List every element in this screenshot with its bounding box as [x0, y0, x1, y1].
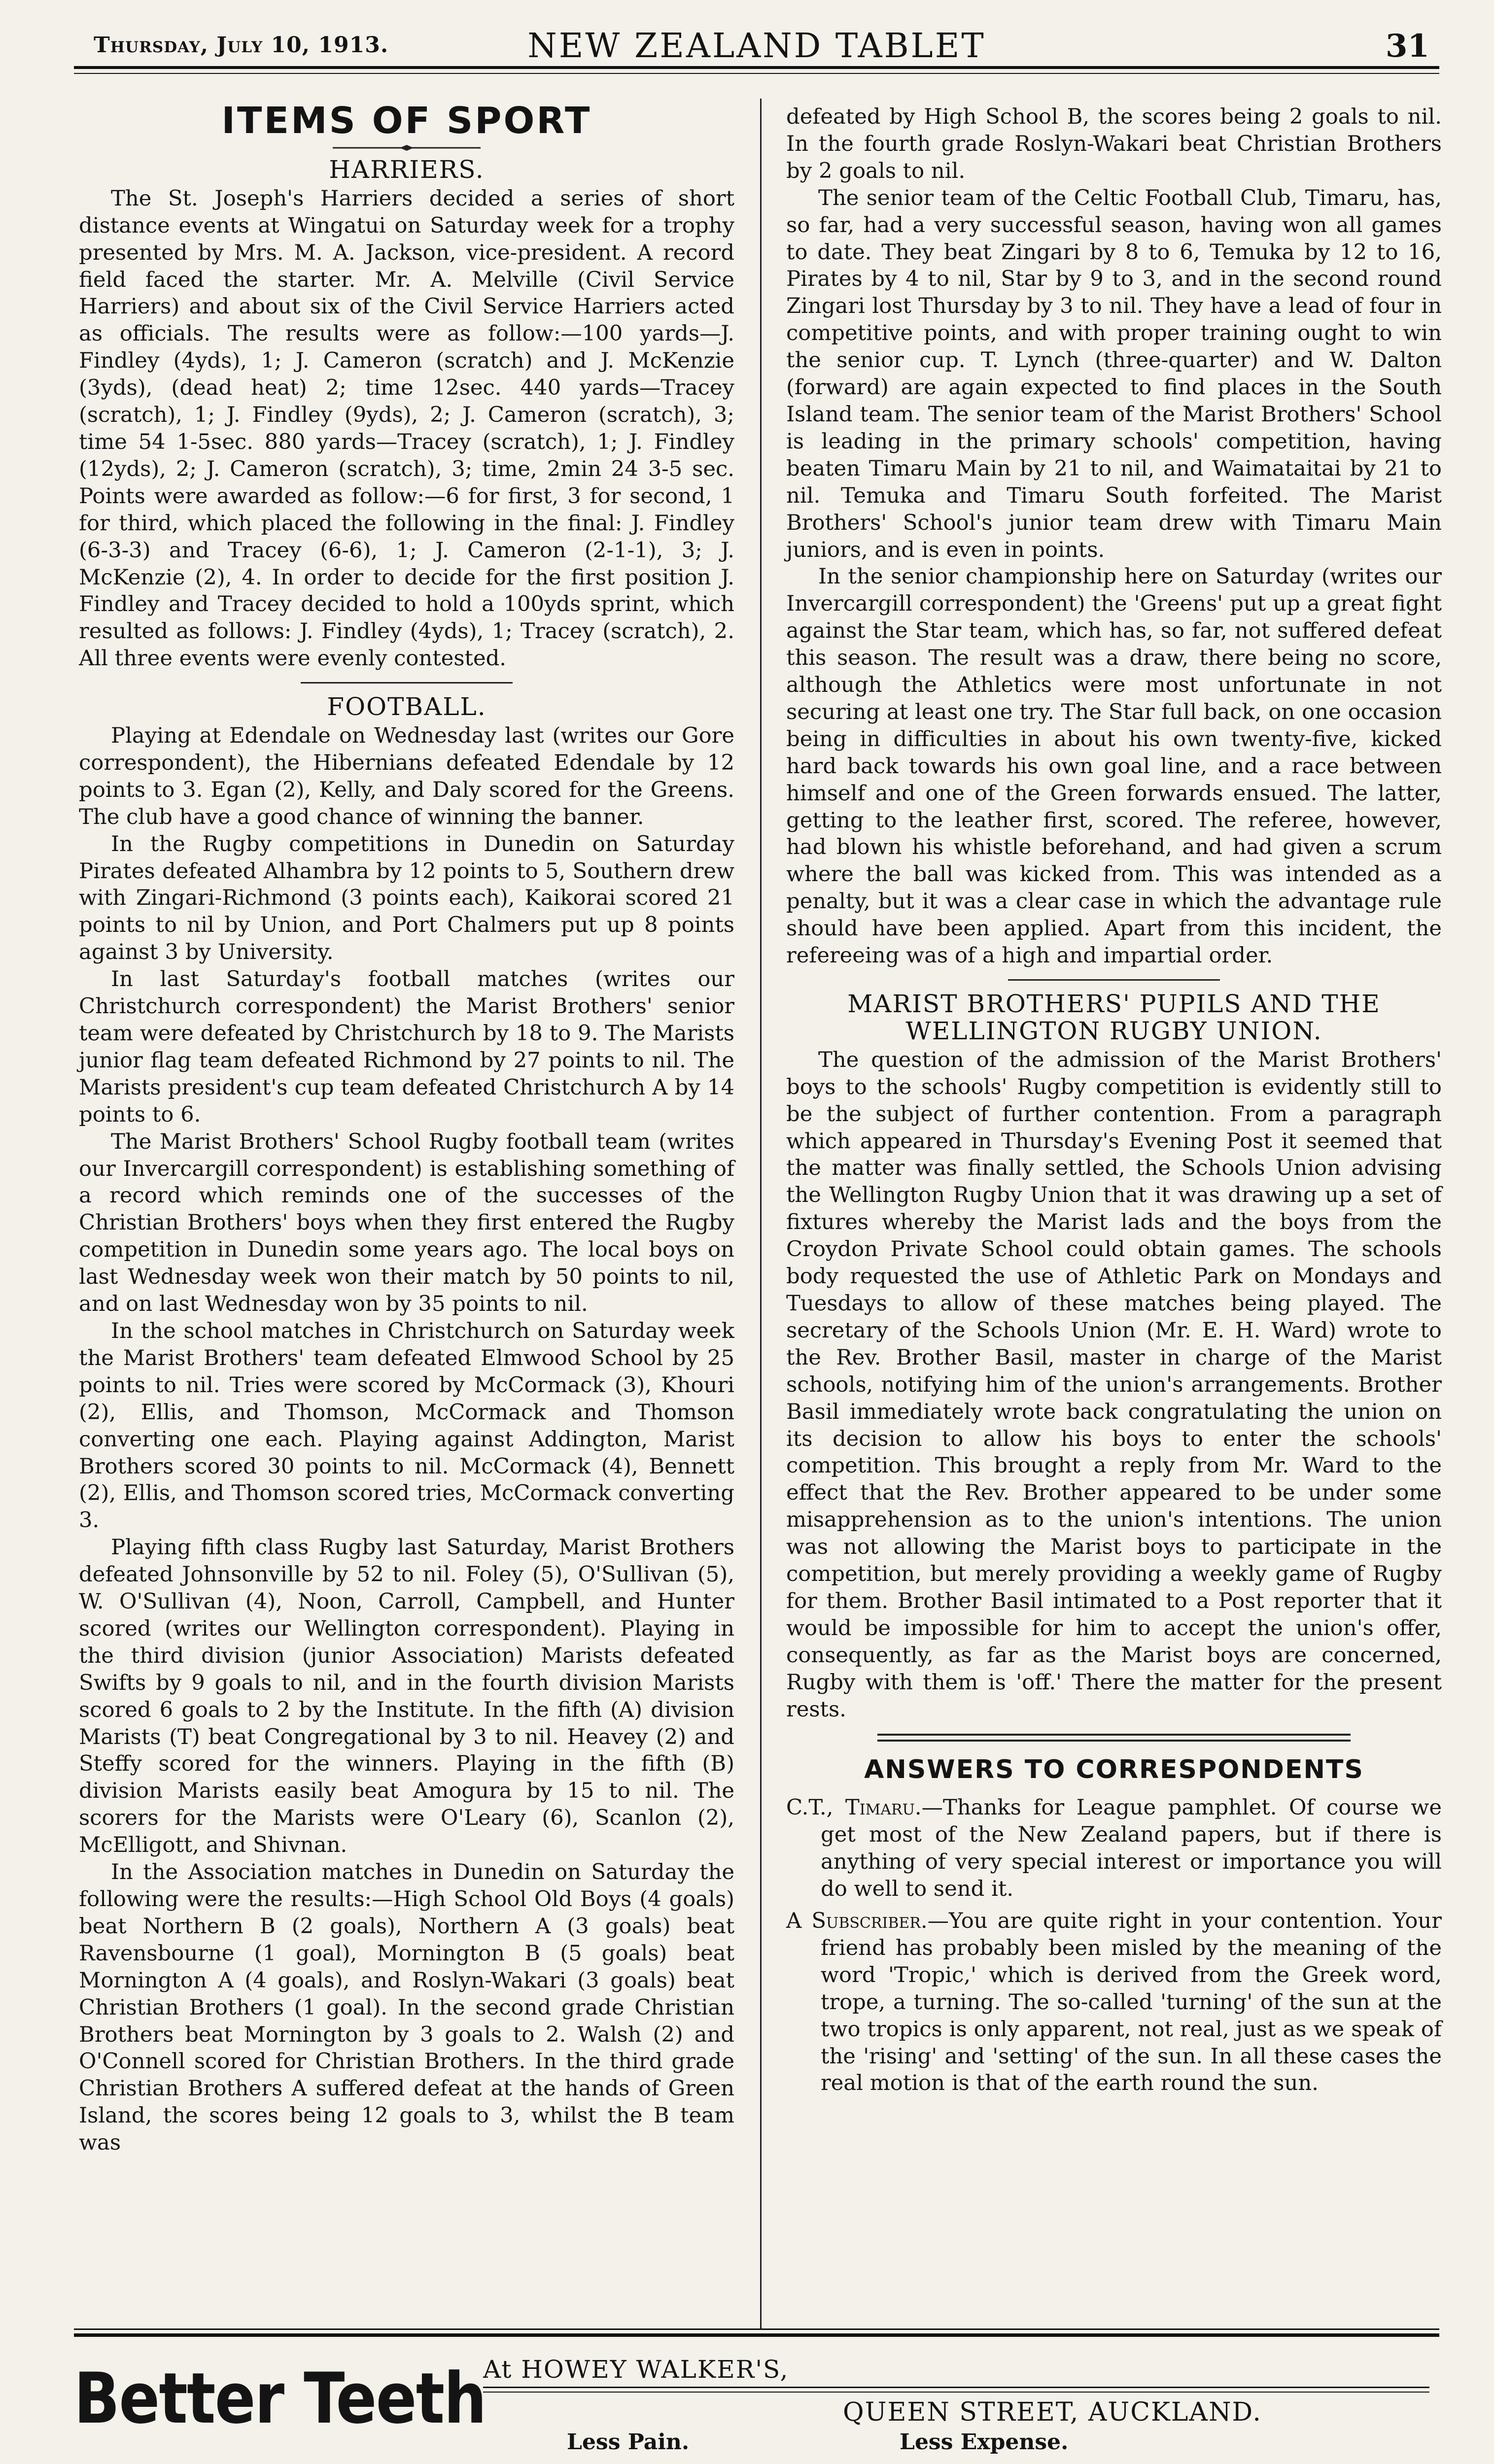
football-paragraph: Playing fifth class Rugby last Saturday, Marist Brothers defeated Johnsonville by 52 to nil. Foley (5), O'Sullivan (5), W. O'Sullivan (4), Noon, Carroll, Campbell, and Hunter scored (writes our Wellington correspondent). Playing in the third division (junior Association) Marists defeated Swifts by 9 goals to nil, and in the fourth division Marists scored 6 goals to 2 by the Institute. In the fifth (A) division Marists (T) beat Congregational by 3 to nil. Heavey (2) and Steffy scored for the winners. Playing in the fifth (B) division Marists easily beat Amogura by 15 to nil. The scorers for the Marists were O'Leary (6), Scanlon (2), McElligott, and Shivnan.	[79, 1535, 734, 1858]
footer-rule	[74, 2333, 1439, 2337]
answer-recipient: C.T., Timaru.	[786, 1795, 922, 1820]
ad-tagline-left: Less Pain.	[567, 2430, 690, 2455]
ad-address: QUEEN STREET, AUCKLAND.	[843, 2397, 1262, 2427]
marist-heading	[786, 991, 1442, 1045]
ad-rule	[483, 2387, 1429, 2388]
answer-text: —Thanks for League pamphlet. Of course we get most of the New Zealand papers, but if there is anything of very special interest or importance you will do well to send it.	[821, 1795, 1442, 1902]
ad-rule-thin	[483, 2392, 1429, 2393]
issue-date: Thursday, July 10, 1913.	[94, 33, 389, 58]
answer-item	[786, 1908, 1442, 2097]
ad-agent: At HOWEY WALKER'S,	[483, 2355, 789, 2384]
sport-title: ITEMS OF SPORT	[221, 100, 592, 142]
marist-heading-line1: MARIST BROTHERS' PUPILS AND THE	[847, 990, 1381, 1018]
page-number: 31	[1385, 28, 1429, 65]
ad-brand: Better Teeth	[74, 2358, 486, 2439]
header-rule	[74, 66, 1439, 69]
advertisement-footer	[74, 2328, 1439, 2464]
football-paragraph: The Marist Brothers' School Rugby football team (writes our Invercargill correspondent) is establishing something of a record which reminds one of the successes of the Christian Brothers' boys when they first entered the Rugby competition in Dunedin some years ago. The local boys on last Wednesday week won their match by 50 points to nil, and on last Wednesday won by 35 points to nil.	[79, 1129, 734, 1317]
double-separator	[877, 1734, 1351, 1742]
column-divider	[760, 99, 762, 2328]
ornament-rule-icon	[79, 144, 734, 151]
footer-rule-thin	[74, 2328, 1439, 2330]
marist-paragraph: The question of the admission of the Marist Brothers' boys to the schools' Rugby competition is evidently still to be the subject of further contention. From a paragraph which appeared in Thursday's Evening Post it seemed that the matter was finally settled, the Schools Union advising the Wellington Rugby Union that it was drawing up a set of fixtures whereby the Marist lads and the boys from the Croydon Private School could obtain games. The schools body requested the use of Athletic Park on Mondays and Tuesdays to allow of these matches being played. The secretary of the Schools Union (Mr. E. H. Ward) wrote to the Rev. Brother Basil, master in charge of the Marist schools, notifying him of the union's arrangements. Brother Basil immediately wrote back congratulating the union on its decision to allow his boys to enter the schools' competition. This brought a reply from Mr. Ward to the effect that the Rev. Brother appeared to be under some misapprehension as to the union's intentions. The union was not allowing the Marist boys to participate in the competition, but merely providing a weekly game of Rugby for them. Brother Basil intimated to a Post reporter that it would be impossible for him to accept the union's offer, consequently, as far as the Marist boys are concerned, Rugby with them is 'off.' There the matter for the present rests.	[786, 1047, 1442, 1722]
football-paragraph: In the Rugby competitions in Dunedin on Saturday Pirates defeated Alhambra by 12 points to 5, Southern drew with Zingari-Richmond (3 points each), Kaikorai scored 21 points to nil by Union, and Port Chalmers put up 8 points against 3 by University.	[79, 831, 734, 965]
football-paragraph: In the school matches in Christchurch on Saturday week the Marist Brothers' team defeated Elmwood School by 25 points to nil. Tries were scored by McCormack (3), Khouri (2), Ellis, and Thomson, McCormack and Thomson converting one each. Playing against Addington, Marist Brothers scored 30 points to nil. McCormack (4), Bennett (2), Ellis, and Thomson scored tries, McCormack converting 3.	[79, 1318, 734, 1533]
section-separator	[301, 682, 513, 684]
answer-text: —You are quite right in your contention. Your friend has probably been misled by the meaning of the word 'Tropic,' which is derived from the Greek word, trope, a turning. The so-called 'turning' of the sun at the two tropics is only apparent, not real, just as we speak of the 'rising' and 'setting' of the sun. In all these cases the real motion is that of the earth round the sun.	[821, 1909, 1442, 2096]
header-rule-thin	[74, 73, 1439, 74]
answers-heading: ANSWERS TO CORRESPONDENTS	[864, 1755, 1364, 1785]
answer-item	[786, 1794, 1442, 1903]
right-column	[786, 103, 1442, 2326]
championship-paragraph: In the senior championship here on Saturday (writes our Invercargill correspondent) the 'Greens' put up a great fight against the Star team, which has, so far, not suffered defeat this season. The result was a draw, there being no score, although the Athletics were most unfortunate in not securing at least one try. The Star full back, on one occasion being in difficulties in about his own twenty-five, kicked hard back towards his own goal line, and a race between himself and one of the Green forwards ensued. The latter, getting to the leather first, scored. The referee, however, had blown his whistle beforehand, and had given a scrum where the ball was kicked from. This was intended as a penalty, but it was a clear case in which the advantage rule should have been applied. Apart from this incident, the refereeing was of a high and impartial order.	[786, 564, 1442, 968]
masthead-title: NEW ZEALAND TABLET	[527, 27, 986, 66]
football-heading: FOOTBALL.	[327, 692, 486, 721]
football-paragraph: Playing at Edendale on Wednesday last (writes our Gore correspondent), the Hibernians defeated Edendale by 12 points to 3. Egan (2), Kelly, and Daly scored for the Greens. The club have a good chance of winning the banner.	[79, 723, 734, 829]
continued-paragraph: defeated by High School B, the scores being 2 goals to nil. In the fourth grade Roslyn-Wakari beat Christian Brothers by 2 goals to nil.	[786, 104, 1442, 183]
football-paragraph: In the Association matches in Dunedin on Saturday the following were the results:—High School Old Boys (4 goals) beat Northern B (2 goals), Northern A (3 goals) beat Ravensbourne (1 goal), Mornington B (5 goals) beat Mornington A (4 goals), and Roslyn-Wakari (3 goals) beat Christian Brothers (1 goal). In the second grade Christian Brothers beat Mornington by 3 goals to 2. Walsh (2) and O'Connell scored for Christian Brothers. In the third grade Christian Brothers A suffered defeat at the hands of Green Island, the scores being 12 goals to 3, whilst the B team was	[79, 1860, 734, 2156]
answer-recipient: A Subscriber.	[786, 1909, 928, 1933]
harriers-heading: HARRIERS.	[329, 155, 485, 184]
page-header	[74, 18, 1439, 72]
section-separator	[1008, 979, 1220, 981]
celtic-paragraph: The senior team of the Celtic Football Club, Timaru, has, so far, had a very successful season, having won all games to date. They beat Zingari by 8 to 6, Temuka by 12 to 16, Pirates by 4 to nil, Star by 9 to 3, and in the second round Zingari lost Thursday by 3 to nil. They have a lead of four in competitive points, and with proper training ought to win the senior cup. T. Lynch (three-quarter) and W. Dalton (forward) are again expected to find places in the South Island team. The senior team of the Marist Brothers' School is leading in the primary schools' competition, having beaten Timaru Main by 21 to nil, and Waimataitai by 21 to nil. Temuka and Timaru South forfeited. The Marist Brothers' School's junior team drew with Timaru Main juniors, and is even in points.	[786, 185, 1442, 562]
football-paragraph: In last Saturday's football matches (writes our Christchurch correspondent) the Marist Brothers' senior team were defeated by Christchurch by 18 to 9. The Marists junior flag team defeated Richmond by 27 points to nil. The Marists president's cup team defeated Christchurch A by 14 points to 6.	[79, 967, 734, 1127]
harriers-paragraph: The St. Joseph's Harriers decided a series of short distance events at Wingatui on Saturday week for a trophy presented by Mrs. M. A. Jackson, vice-president. A record field faced the starter. Mr. A. Melville (Civil Service Harriers) and about six of the Civil Service Harriers acted as officials. The results were as follow:—100 yards—J. Findley (4yds), 1; J. Cameron (scratch) and J. McKenzie (3yds), (dead heat) 2; time 12sec. 440 yards—Tracey (scratch), 1; J. Findley (9yds), 2; J. Cameron (scratch), 3; time 54 1-5sec. 880 yards—Tracey (scratch), 1; J. Findley (12yds), 2; J. Cameron (scratch), 3; time, 2min 24 3-5 sec. Points were awarded as follow:—6 for first, 3 for second, 1 for third, which placed the following in the final: J. Findley (6-3-3) and Tracey (6-6), 1; J. Cameron (2-1-1), 3; J. McKenzie (2), 4. In order to decide for the first position J. Findley and Tracey decided to hold a 100yds sprint, which resulted as follows: J. Findley (4yds), 1; Tracey (scratch), 2. All three events were evenly contested.	[79, 186, 734, 671]
marist-heading-line2: WELLINGTON RUGBY UNION.	[905, 1016, 1322, 1045]
left-column	[79, 100, 734, 2324]
ad-tagline-right: Less Expense.	[900, 2430, 1069, 2455]
